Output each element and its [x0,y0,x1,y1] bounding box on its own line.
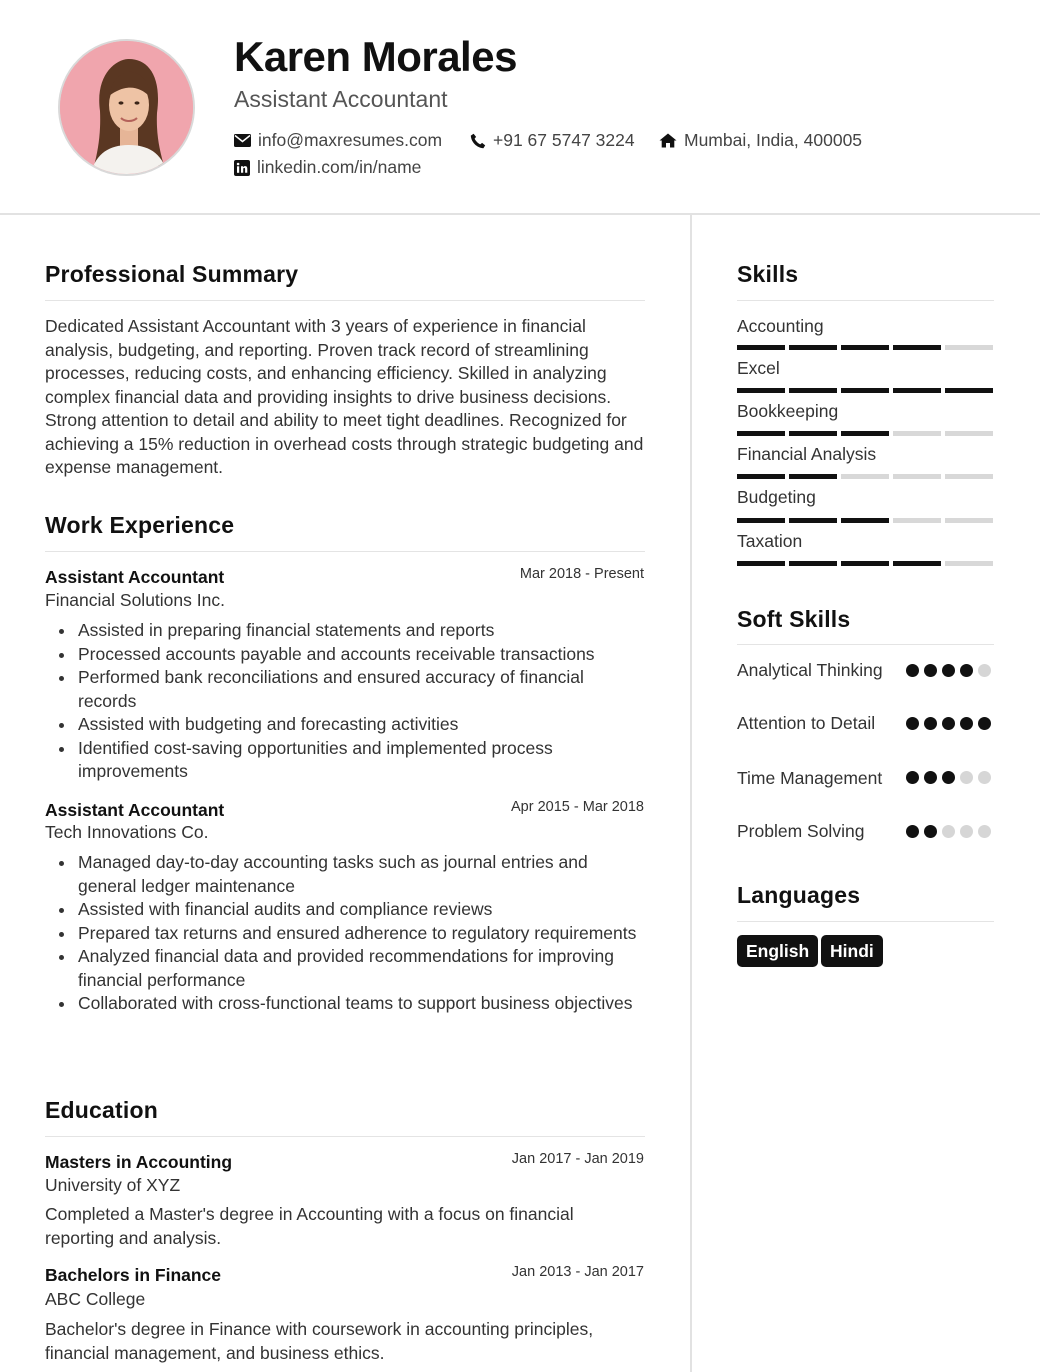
home-icon [659,133,677,148]
skill-level-segment [737,388,785,393]
contact-linkedin[interactable] [234,157,421,178]
language-badge: English [737,935,818,967]
job-2-bullets [78,851,644,1016]
skill-level-segment [893,431,941,436]
job-1-company: Financial Solutions Inc. [45,590,225,610]
skill-level-bar [737,388,993,393]
skill-level-segment [737,561,785,566]
rating-dot [960,717,973,730]
skill-level-segment [789,474,837,479]
skill-level-bar [737,561,993,566]
soft-skill-rating [906,717,996,730]
skill-level-segment [789,345,837,350]
soft-skill-name: Problem Solving [737,821,865,841]
rating-dot [906,771,919,784]
envelope-icon [234,134,251,147]
job-1-title: Assistant Accountant [45,567,225,587]
rating-dot [942,717,955,730]
contact-linkedin-text: linkedin.com/in/name [257,157,422,177]
edu-1-degree: Masters in Accounting [45,1152,233,1172]
skill-name: Accounting [737,316,824,336]
skill-level-bar [737,518,993,523]
contact-phone-text: +91 67 5747 3224 [493,130,635,150]
edu-2-school: ABC College [45,1289,146,1309]
skill-level-segment [737,474,785,479]
rating-dot [924,664,937,677]
skill-level-bar [737,345,993,350]
contact-phone[interactable] [470,130,635,151]
skill-level-segment [841,518,889,523]
contact-email[interactable] [234,130,442,151]
contact-email-text: info@maxresumes.com [258,130,443,150]
skill-level-segment [945,561,993,566]
job-1-dates: Mar 2018 - Present [519,566,644,582]
summary-text: Dedicated Assistant Accountant with 3 years of experience in financial analysis, budgeting, and reporting. Proven track record of streamlining processes, reducing costs, and enhancing efficiency. Skilled in analyzing complex financial data and providing insights to drive business decisions. Strong attention to detail and ability to meet tight deadlines. Recognized for achieving a 15% reduction in overhead costs through strategic budgeting and expense management. [45,316,644,477]
job-2-company: Tech Innovations Co. [45,822,209,842]
rating-dot [960,825,973,838]
skill-level-segment [841,474,889,479]
skill-level-segment [789,561,837,566]
skill-level-segment [789,388,837,393]
skill-level-bar [737,431,993,436]
languages-heading: Languages [737,882,861,908]
column-divider [690,215,692,1372]
job-1-bullets [78,619,644,784]
rating-dot [978,771,991,784]
candidate-role: Assistant Accountant [234,86,448,112]
languages-divider [737,921,994,922]
skill-level-segment [789,431,837,436]
skill-level-segment [789,518,837,523]
skill-name: Bookkeeping [737,401,839,421]
summary-divider [45,300,645,301]
rating-dot [978,717,991,730]
rating-dot [924,717,937,730]
edu-2-degree: Bachelors in Finance [45,1265,222,1285]
skill-level-segment [893,518,941,523]
skills-heading: Skills [737,261,799,287]
soft-skill-name: Analytical Thinking [737,660,883,680]
rating-dot [942,771,955,784]
candidate-name: Karen Morales [234,33,517,80]
soft-skill-name: Attention to Detail [737,713,876,733]
skill-level-segment [893,388,941,393]
summary-heading: Professional Summary [45,261,299,287]
skills-divider [737,300,994,301]
edu-1-dates: Jan 2017 - Jan 2019 [511,1151,644,1167]
edu-1-school: University of XYZ [45,1175,181,1195]
list-item: Collaborated with cross-functional teams to support business objectives [78,992,644,1016]
contact-location [659,130,862,151]
soft-skills-divider [737,644,994,645]
skill-name: Budgeting [737,487,816,507]
skill-level-segment [945,518,993,523]
job-2-title: Assistant Accountant [45,800,225,820]
list-item: Analyzed financial data and provided recommendations for improving financial performance [78,945,644,992]
list-item: Assisted with budgeting and forecasting activities [78,713,644,737]
rating-dot [924,825,937,838]
rating-dot [960,664,973,677]
experience-heading: Work Experience [45,512,235,538]
profile-photo [58,39,195,176]
rating-dot [942,664,955,677]
soft-skill-rating [906,664,996,677]
rating-dot [960,771,973,784]
list-item: Assisted with financial audits and compliance reviews [78,898,644,922]
profile-photo-illustration [60,41,195,176]
edu-2-dates: Jan 2013 - Jan 2017 [511,1264,644,1280]
rating-dot [978,664,991,677]
list-item: Processed accounts payable and accounts receivable transactions [78,643,644,667]
rating-dot [924,771,937,784]
contact-location-text: Mumbai, India, 400005 [684,130,863,150]
skill-level-segment [893,474,941,479]
skill-level-segment [841,388,889,393]
edu-1-description: Completed a Master's degree in Accounting with a focus on financial reporting and analysis. [45,1204,574,1248]
list-item: Managed day-to-day accounting tasks such as journal entries and general ledger maintenance [78,851,644,898]
skill-name: Excel [737,358,780,378]
education-divider [45,1136,645,1137]
education-heading: Education [45,1097,158,1123]
skill-name: Financial Analysis [737,444,877,464]
phone-icon [470,133,486,149]
skill-level-segment [945,345,993,350]
skill-level-bar [737,474,993,479]
skill-level-segment [945,431,993,436]
skill-level-segment [841,561,889,566]
rating-dot [906,825,919,838]
language-badge: Hindi [821,935,883,967]
rating-dot [906,664,919,677]
skill-level-segment [893,561,941,566]
skill-level-segment [737,518,785,523]
skill-level-segment [893,345,941,350]
skill-level-segment [737,431,785,436]
edu-2-description: Bachelor's degree in Finance with coursework in accounting principles, financial management, and business ethics. [45,1319,594,1363]
job-2-dates: Apr 2015 - Mar 2018 [511,799,644,815]
soft-skill-name: Time Management [737,768,883,788]
linkedin-icon [234,160,250,176]
skill-level-segment [945,388,993,393]
resume-header [0,0,1040,215]
rating-dot [942,825,955,838]
skill-level-segment [737,345,785,350]
rating-dot [906,717,919,730]
list-item: Performed bank reconciliations and ensured accuracy of financial records [78,666,644,713]
skill-level-segment [841,431,889,436]
experience-divider [45,551,645,552]
soft-skill-rating [906,771,996,784]
skill-level-segment [945,474,993,479]
rating-dot [978,825,991,838]
skill-level-segment [841,345,889,350]
soft-skill-rating [906,825,996,838]
list-item: Identified cost-saving opportunities and implemented process improvements [78,737,644,784]
list-item: Prepared tax returns and ensured adherence to regulatory requirements [78,922,644,946]
list-item: Assisted in preparing financial statements and reports [78,619,644,643]
soft-skills-heading: Soft Skills [737,606,851,632]
skill-name: Taxation [737,531,803,551]
